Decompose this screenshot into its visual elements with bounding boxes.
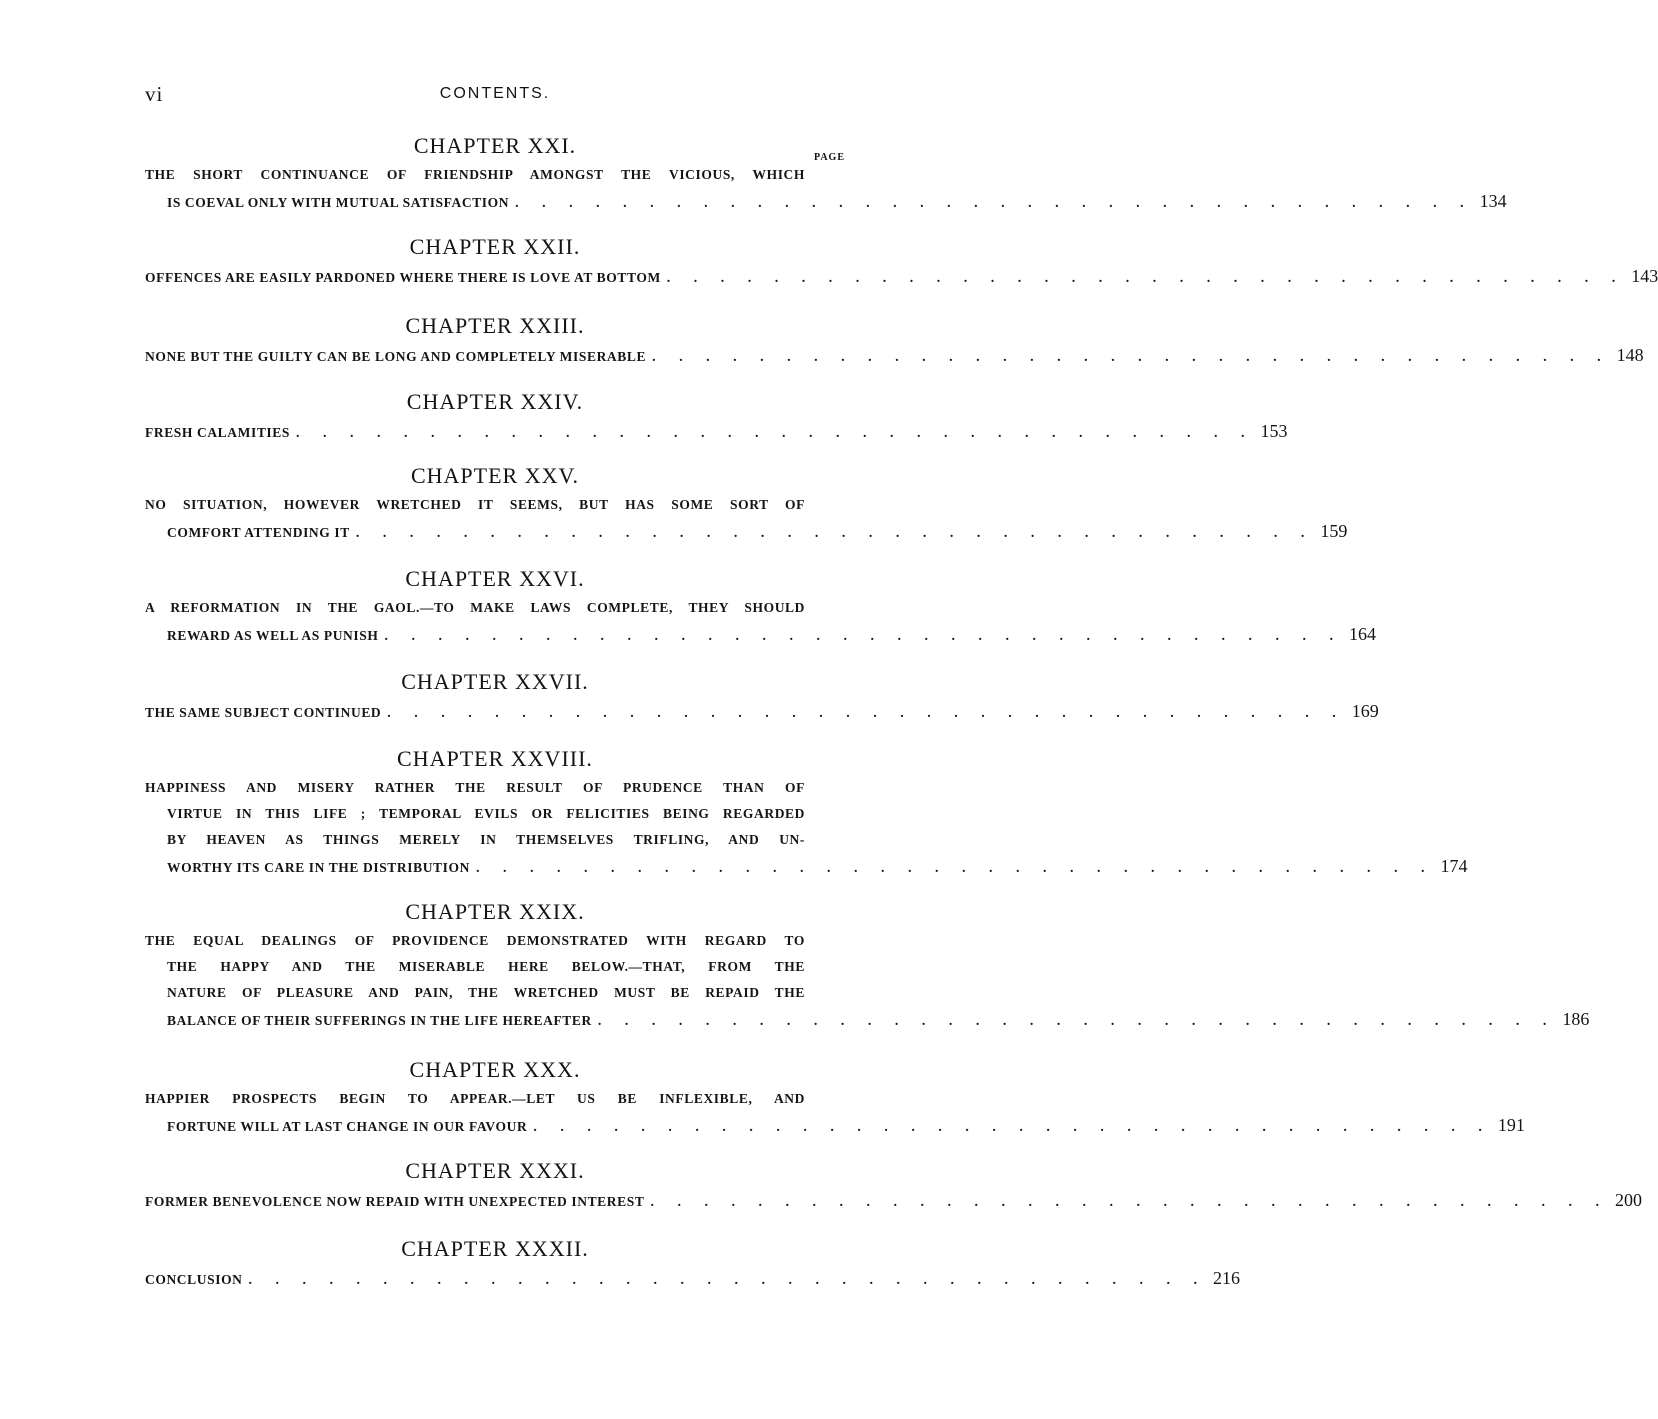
chapter-title: CHAPTER XXX. <box>409 1057 581 1082</box>
description-line <box>145 1187 1642 1213</box>
description-text: WORTHY ITS CARE IN THE DISTRIBUTION <box>167 860 470 875</box>
description-line <box>145 954 845 980</box>
dot-leader: . . . . . . . . . . . . . . . . . . . . . . . . . . . . . . . . . . . . <box>355 526 1315 541</box>
page-number-ref: 186 <box>1562 1009 1590 1029</box>
description-line <box>145 188 1507 214</box>
description-text: HAPPIER PROSPECTS BEGIN TO APPEAR.—LET US BE INFLEXIBLE, AND <box>145 1091 805 1106</box>
description-line <box>145 1086 845 1112</box>
chapter-description <box>145 698 1379 724</box>
chapter-entry <box>145 1235 1241 1291</box>
chapter-description <box>145 928 1590 1032</box>
page-number-ref: 216 <box>1213 1268 1241 1288</box>
page-number-ref: 191 <box>1497 1115 1525 1135</box>
description-text: FRESH CALAMITIES <box>145 425 291 440</box>
chapter-title: CHAPTER XXII. <box>409 234 581 259</box>
dot-leader: . . . . . . . . . . . . . . . . . . . . . . . . . . . . . . . . . . . . <box>533 1120 1492 1135</box>
description-line <box>145 1112 1525 1138</box>
description-text: FORMER BENEVOLENCE NOW REPAID WITH UNEXPECTED INTEREST <box>145 1194 645 1209</box>
chapter-title: CHAPTER XXIII. <box>405 313 585 338</box>
chapter-title: CHAPTER XXVII. <box>401 669 589 694</box>
description-text: CONCLUSION <box>145 1272 243 1287</box>
chapter-entry <box>145 388 1288 444</box>
description-line <box>145 1265 1241 1291</box>
description-text: OFFENCES ARE EASILY PARDONED WHERE THERE IS LOVE AT BOTTOM <box>145 270 661 285</box>
description-text: BALANCE OF THEIR SUFFERINGS IN THE LIFE HEREAFTER <box>167 1013 592 1028</box>
page-number: vi <box>145 82 164 106</box>
description-line <box>145 1006 1590 1032</box>
chapter-description <box>145 263 1658 289</box>
description-line <box>145 928 845 954</box>
chapter-title: CHAPTER XXVI. <box>405 566 585 591</box>
chapter-description <box>145 1265 1241 1291</box>
page-number-ref: 148 <box>1616 345 1644 365</box>
chapter-entry <box>145 1056 1525 1138</box>
description-text: NONE BUT THE GUILTY CAN BE LONG AND COMPLETELY MISERABLE <box>145 349 647 364</box>
chapter-description <box>145 775 1468 879</box>
description-text: FORTUNE WILL AT LAST CHANGE IN OUR FAVOUR <box>167 1119 528 1134</box>
description-line <box>145 342 1644 368</box>
description-text: COMFORT ATTENDING IT <box>167 525 350 540</box>
chapter-entry <box>145 565 1376 647</box>
dot-leader: . . . . . . . . . . . . . . . . . . . . . . . . . . . . . . . . . . . . <box>384 629 1343 644</box>
chapter-entry <box>145 312 1644 368</box>
chapter-entry <box>145 745 1468 879</box>
description-line <box>145 980 845 1006</box>
running-title: CONTENTS. <box>439 85 551 102</box>
chapter-heading <box>145 745 845 773</box>
chapter-title: CHAPTER XXV. <box>410 463 580 488</box>
chapter-description <box>145 418 1288 444</box>
chapter-description <box>145 595 1376 647</box>
description-text: THE HAPPY AND THE MISERABLE HERE BELOW.—THAT, FROM THE <box>167 959 805 974</box>
chapter-heading <box>145 388 845 416</box>
description-text: BY HEAVEN AS THINGS MERELY IN THEMSELVES TRIFLING, AND UN- <box>167 832 805 847</box>
dot-leader: . . . . . . . . . . . . . . . . . . . . . . . . . . . . . . . . . . . . <box>387 706 1346 721</box>
chapter-title: CHAPTER XXIX. <box>405 899 585 924</box>
chapter-heading <box>145 1157 845 1185</box>
chapter-title: CHAPTER XXIV. <box>406 389 584 414</box>
chapter-description <box>145 162 1507 214</box>
dot-leader: . . . . . . . . . . . . . . . . . . . . . . . . . . . . . . . . . . . . <box>650 1195 1609 1210</box>
description-line <box>145 801 845 827</box>
chapter-title: CHAPTER XXXI. <box>405 1158 585 1183</box>
description-line <box>145 827 845 853</box>
description-text: A REFORMATION IN THE GAOL.—TO MAKE LAWS COMPLETE, THEY SHOULD <box>145 600 805 615</box>
description-text: THE SHORT CONTINUANCE OF FRIENDSHIP AMONGST THE VICIOUS, WHICH <box>145 167 805 182</box>
chapter-heading <box>145 1056 845 1084</box>
description-line <box>145 853 1468 879</box>
description-line <box>145 492 845 518</box>
description-line <box>145 698 1379 724</box>
chapter-entry <box>145 132 1507 214</box>
page-number-ref: 153 <box>1260 421 1288 441</box>
chapter-entry <box>145 668 1379 724</box>
page-number-ref: 169 <box>1351 701 1379 721</box>
description-line <box>145 418 1288 444</box>
chapter-heading <box>145 668 845 696</box>
dot-leader: . . . . . . . . . . . . . . . . . . . . . . . . . . . . . . . . . . . . <box>296 426 1255 441</box>
dot-leader: . . . . . . . . . . . . . . . . . . . . . . . . . . . . . . . . . . . . <box>248 1273 1208 1288</box>
dot-leader: . . . . . . . . . . . . . . . . . . . . . . . . . . . . . . . . . . . . <box>515 196 1474 211</box>
chapter-description <box>145 1086 1525 1138</box>
chapter-entry <box>145 898 1590 1032</box>
description-text: HAPPINESS AND MISERY RATHER THE RESULT OF PRUDENCE THAN OF <box>145 780 805 795</box>
page-number-ref: 134 <box>1479 191 1507 211</box>
chapter-heading <box>145 132 845 163</box>
description-line <box>145 518 1348 544</box>
page-number-ref: 164 <box>1348 624 1376 644</box>
description-line <box>145 162 845 188</box>
description-text: VIRTUE IN THIS LIFE ; TEMPORAL EVILS OR FELICITIES BEING REGARDED <box>167 806 805 821</box>
chapter-heading <box>145 1235 845 1263</box>
chapter-title: CHAPTER XXI. <box>413 133 577 158</box>
chapter-title: CHAPTER XXXII. <box>401 1236 589 1261</box>
chapter-entry <box>145 462 1348 544</box>
dot-leader: . . . . . . . . . . . . . . . . . . . . . . . . . . . . . . . . . . . . <box>597 1014 1557 1029</box>
page-number-ref: 143 <box>1631 266 1658 286</box>
description-text: IS COEVAL ONLY WITH MUTUAL SATISFACTION <box>167 195 510 210</box>
chapter-heading <box>145 565 845 593</box>
description-line <box>145 263 1658 289</box>
chapter-description <box>145 492 1348 544</box>
dot-leader: . . . . . . . . . . . . . . . . . . . . . . . . . . . . . . . . . . . . <box>652 350 1611 365</box>
description-line <box>145 775 845 801</box>
description-text: NATURE OF PLEASURE AND PAIN, THE WRETCHED MUST BE REPAID THE <box>167 985 805 1000</box>
chapter-heading <box>145 312 845 340</box>
chapter-entry <box>145 233 1658 289</box>
page-header <box>145 82 845 112</box>
description-text: THE SAME SUBJECT CONTINUED <box>145 705 382 720</box>
dot-leader: . . . . . . . . . . . . . . . . . . . . . . . . . . . . . . . . . . . . <box>475 861 1435 876</box>
description-line <box>145 595 845 621</box>
dot-leader: . . . . . . . . . . . . . . . . . . . . . . . . . . . . . . . . . . . . <box>666 271 1626 286</box>
page-number-ref: 174 <box>1440 856 1468 876</box>
chapter-heading <box>145 462 845 490</box>
description-line <box>145 621 1376 647</box>
chapter-description <box>145 1187 1642 1213</box>
chapter-entry <box>145 1157 1642 1213</box>
description-text: THE EQUAL DEALINGS OF PROVIDENCE DEMONSTRATED WITH REGARD TO <box>145 933 805 948</box>
chapter-heading <box>145 233 845 261</box>
page-column-label: PAGE <box>813 152 845 163</box>
page-number-ref: 200 <box>1614 1190 1642 1210</box>
chapter-description <box>145 342 1644 368</box>
description-text: NO SITUATION, HOWEVER WRETCHED IT SEEMS, BUT HAS SOME SORT OF <box>145 497 805 512</box>
chapter-heading <box>145 898 845 926</box>
chapter-title: CHAPTER XXVIII. <box>397 746 593 771</box>
description-text: REWARD AS WELL AS PUNISH <box>167 628 379 643</box>
page-number-ref: 159 <box>1320 521 1348 541</box>
